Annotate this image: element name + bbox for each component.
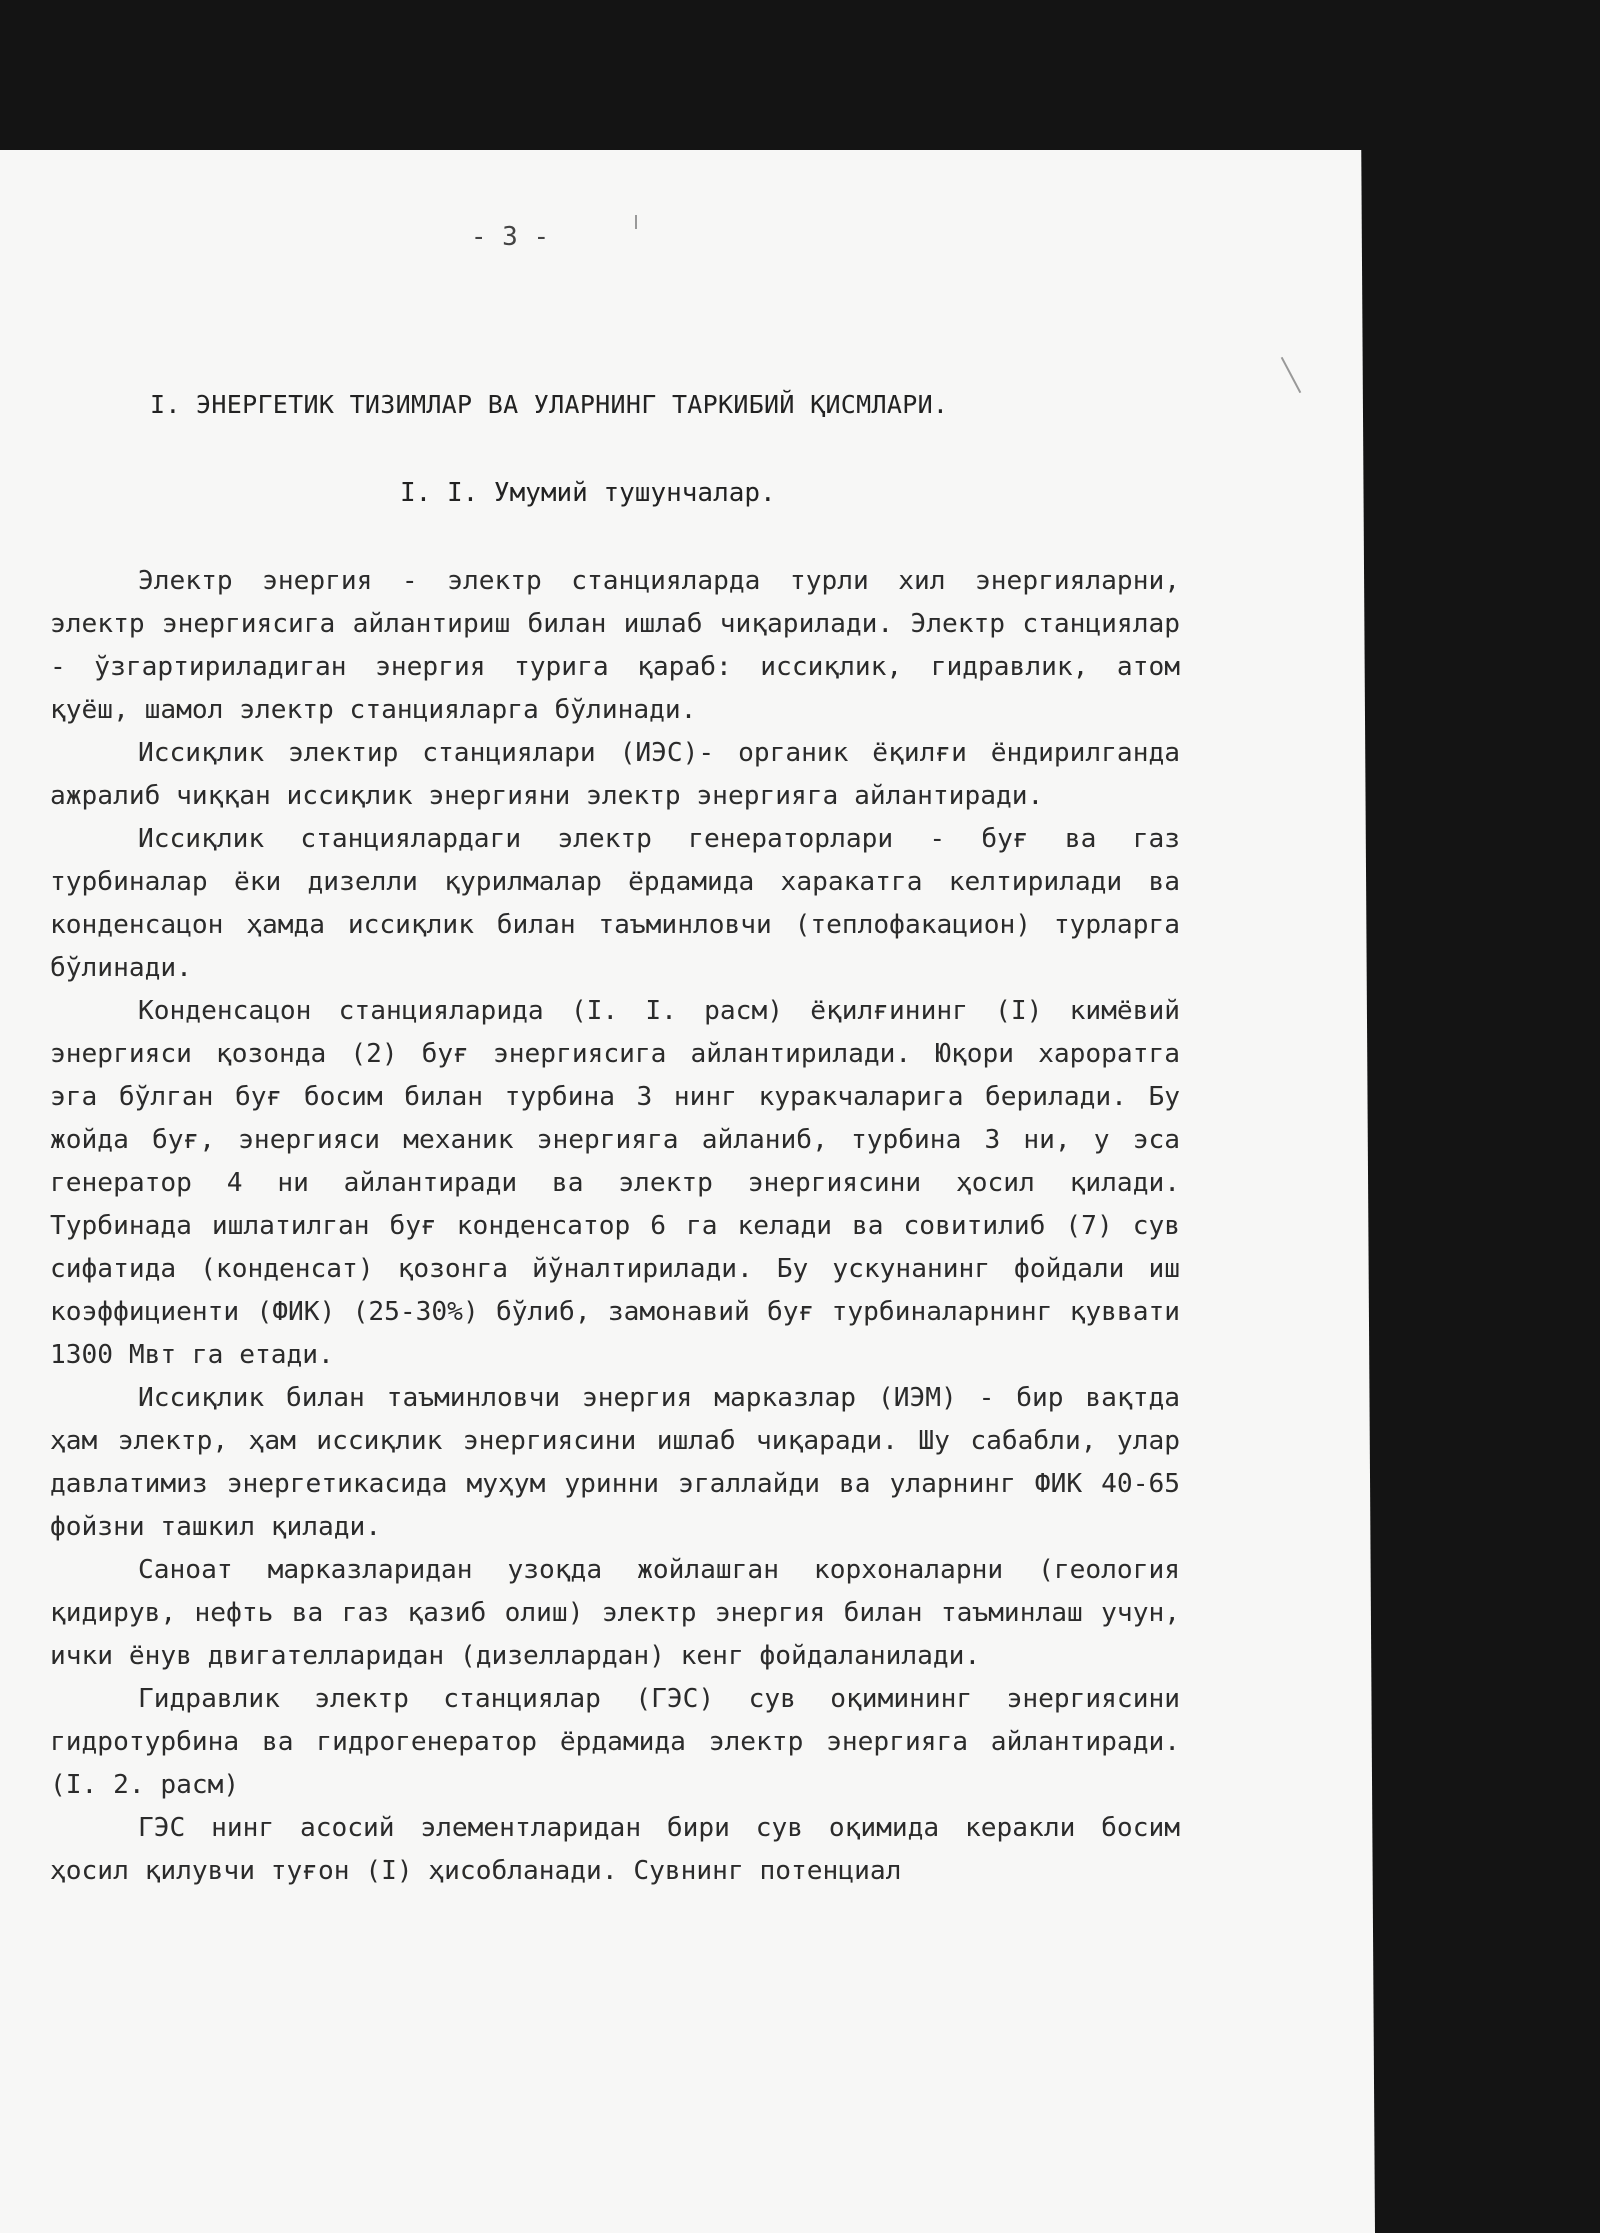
scanner-shadow-top bbox=[0, 0, 1600, 150]
paragraph: Электр энергия - электр станцияларда турли хил энергияларни, электр энергиясига айлантириш билан ишлаб чиқарилади. Электр станциялар - ўзгартириладиган энергия турига қараб: иссиқлик, гидравлик, атом қуёш, шамол электр станцияларга бўлинади. bbox=[50, 566, 1180, 725]
paragraph: Иссиқлик станциялардаги электр генераторлари - буғ ва газ турбиналар ёки дизелли қурилмалар ёрдамида харакатга келтирилади ва конденсацон ҳамда иссиқлик билан таъминловчи (теплофакацион) турларга бўлинади. bbox=[50, 824, 1180, 983]
paragraph: Гидравлик электр станциялар (ГЭС) сув оқимининг энергиясини гидротурбина ва гидрогенератор ёрдамида электр энергияга айлантиради. (I. 2. расм) bbox=[50, 1684, 1180, 1800]
chapter-title: I. ЭНЕРГЕТИК ТИЗИМЛАР ВА УЛАРНИНГ ТАРКИБИЙ ҚИСМЛАРИ. bbox=[150, 390, 949, 419]
paragraph: ГЭС нинг асосий элементларидан бири сув оқимида керакли босим ҳосил қилувчи туғон (I) ҳисобланади. Сувнинг потенциал bbox=[50, 1813, 1180, 1886]
paragraph: Конденсацон станцияларида (I. I. расм) ёқилғининг (I) кимёвий энергияси қозонда (2) буғ энергиясига айлантирилади. Юқори хароратга эга бўлган буғ босим билан турбина 3 нинг куракчаларига берилади. Бу жойда буғ, энергияси механик энергияга айланиб, турбина 3 ни, у эса генератор 4 ни айлантиради ва электр энергиясини ҳосил қилади. Турбинада ишлатилган буғ конденсатор 6 га келади ва совитилиб (7) сув сифатида (конденсат) қозонга йўналтирилади. Бу ускунанинг фойдали иш коэффициенти (ФИК) (25-30%) бўлиб, замонавий буғ турбиналарнинг қуввати 1300 Мвт га етади. bbox=[50, 996, 1180, 1370]
page-number: - 3 - bbox=[470, 222, 550, 252]
document-body bbox=[50, 560, 1180, 1893]
paragraph: Иссиқлик билан таъминловчи энергия марказлар (ИЭМ) - бир вақтда ҳам электр, ҳам иссиқлик энергиясини ишлаб чиқаради. Шу сабабли, улар давлатимиз энергетикасида муҳум уринни эгаллайди ва уларнинг ФИК 40-65 фойзни ташкил қилади. bbox=[50, 1383, 1180, 1542]
scanner-shadow-right bbox=[1360, 150, 1600, 2233]
paragraph: Иссиқлик электир станциялари (ИЭС)- органик ёқилғи ёндирилганда ажралиб чиққан иссиқлик энергияни электр энергияга айлантиради. bbox=[50, 738, 1180, 811]
paragraph: Саноат марказларидан узоқда жойлашган корхоналарни (геология қидирув, нефть ва газ қазиб олиш) электр энергия билан таъминлаш учун, ички ёнув двигателларидан (дизеллардан) кенг фойдаланилади. bbox=[50, 1555, 1180, 1671]
section-title: I. I. Умумий тушунчалар. bbox=[400, 478, 776, 508]
scan-speck bbox=[635, 215, 637, 229]
